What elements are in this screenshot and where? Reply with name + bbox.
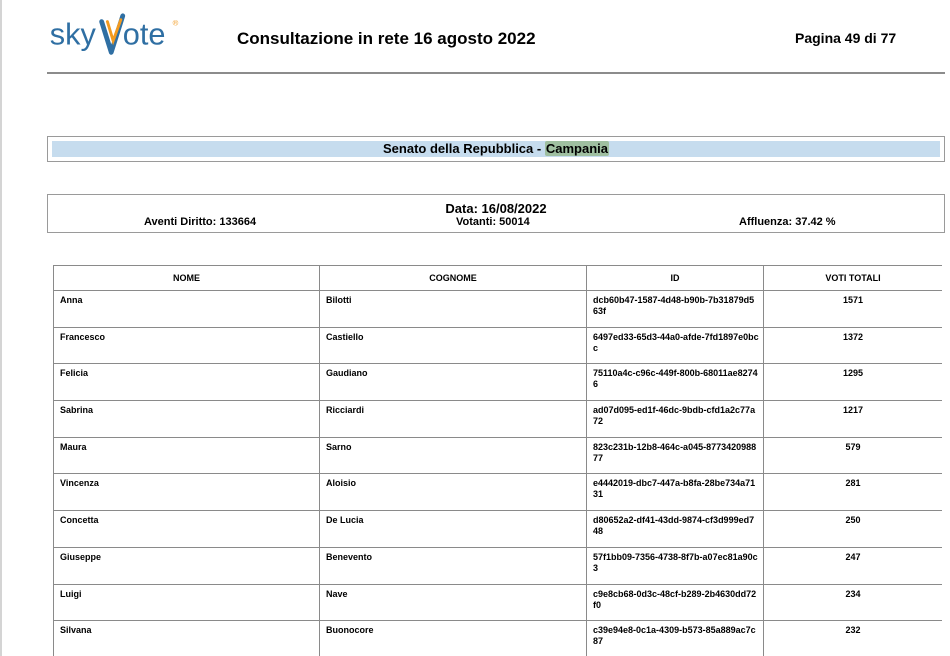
cell-cognome: Castiello: [320, 327, 587, 364]
page-header: [47, 10, 945, 74]
senate-title: [52, 141, 940, 157]
cell-voti-totali: 579: [764, 437, 943, 474]
stat-aventi-diritto: Aventi Diritto: 133664: [144, 216, 257, 228]
cell-voti-totali: 281: [764, 474, 943, 511]
table-row: [54, 327, 943, 364]
cell-voti-totali: 1571: [764, 291, 943, 328]
cell-id: 75110a4c-c96c-449f-800b-68011ae82746: [587, 364, 764, 401]
cell-nome: Concetta: [54, 511, 320, 548]
page-left-edge: [0, 0, 2, 656]
svg-text:ote: ote: [122, 16, 166, 52]
table-body: [54, 291, 943, 656]
region-name: Campania: [545, 141, 608, 156]
document-title: Consultazione in rete 16 agosto 2022: [237, 29, 536, 48]
cell-cognome: Bilotti: [320, 291, 587, 328]
stats-section: [47, 194, 945, 233]
stat-votanti: Votanti: 50014: [456, 216, 530, 228]
senate-section: [47, 136, 945, 162]
cell-nome: Silvana: [54, 621, 320, 656]
cell-cognome: Nave: [320, 584, 587, 621]
table-row: [54, 584, 943, 621]
header-nome: NOME: [54, 266, 320, 291]
cell-cognome: Gaudiano: [320, 364, 587, 401]
skyvote-logo: [47, 12, 187, 60]
cell-voti-totali: 247: [764, 547, 943, 584]
svg-text:sky: sky: [49, 16, 96, 52]
cell-cognome: Benevento: [320, 547, 587, 584]
cell-id: 6497ed33-65d3-44a0-afde-7fd1897e0bcc: [587, 327, 764, 364]
cell-id: ad07d095-ed1f-46dc-9bdb-cfd1a2c77a72: [587, 401, 764, 438]
cell-nome: Anna: [54, 291, 320, 328]
cell-voti-totali: 234: [764, 584, 943, 621]
cell-cognome: Ricciardi: [320, 401, 587, 438]
cell-nome: Giuseppe: [54, 547, 320, 584]
senate-prefix: Senato della Repubblica -: [383, 141, 542, 156]
cell-cognome: Buonocore: [320, 621, 587, 656]
header-id: ID: [587, 266, 764, 291]
cell-id: dcb60b47-1587-4d48-b90b-7b31879d563f: [587, 291, 764, 328]
cell-voti-totali: 250: [764, 511, 943, 548]
cell-cognome: De Lucia: [320, 511, 587, 548]
cell-nome: Luigi: [54, 584, 320, 621]
cell-voti-totali: 1217: [764, 401, 943, 438]
table-header-row: [54, 266, 943, 291]
cell-voti-totali: 1295: [764, 364, 943, 401]
cell-voti-totali: 232: [764, 621, 943, 656]
table-row: [54, 291, 943, 328]
stats-date: Data: 16/08/2022: [445, 201, 547, 216]
cell-id: e4442019-dbc7-447a-b8fa-28be734a7131: [587, 474, 764, 511]
cell-id: 823c231b-12b8-464c-a045-877342098877: [587, 437, 764, 474]
cell-cognome: Aloisio: [320, 474, 587, 511]
page-number: Pagina 49 di 77: [795, 30, 897, 46]
cell-id: c39e94e8-0c1a-4309-b573-85a889ac7c87: [587, 621, 764, 656]
cell-id: d80652a2-df41-43dd-9874-cf3d999ed748: [587, 511, 764, 548]
table-row: [54, 437, 943, 474]
cell-cognome: Sarno: [320, 437, 587, 474]
cell-nome: Felicia: [54, 364, 320, 401]
table-row: [54, 547, 943, 584]
header-voti-totali: VOTI TOTALI: [764, 266, 943, 291]
stat-affluenza: Affluenza: 37.42 %: [739, 216, 836, 228]
table-row: [54, 511, 943, 548]
table-row: [54, 364, 943, 401]
cell-id: 57f1bb09-7356-4738-8f7b-a07ec81a90c3: [587, 547, 764, 584]
table-row: [54, 621, 943, 656]
cell-nome: Vincenza: [54, 474, 320, 511]
cell-nome: Maura: [54, 437, 320, 474]
cell-id: c9e8cb68-0d3c-48cf-b289-2b4630dd72f0: [587, 584, 764, 621]
cell-nome: Francesco: [54, 327, 320, 364]
header-cognome: COGNOME: [320, 266, 587, 291]
table-row: [54, 474, 943, 511]
svg-text:®: ®: [172, 18, 179, 28]
results-table: [53, 265, 942, 656]
results-table-container: [53, 265, 942, 656]
cell-voti-totali: 1372: [764, 327, 943, 364]
table-row: [54, 401, 943, 438]
cell-nome: Sabrina: [54, 401, 320, 438]
